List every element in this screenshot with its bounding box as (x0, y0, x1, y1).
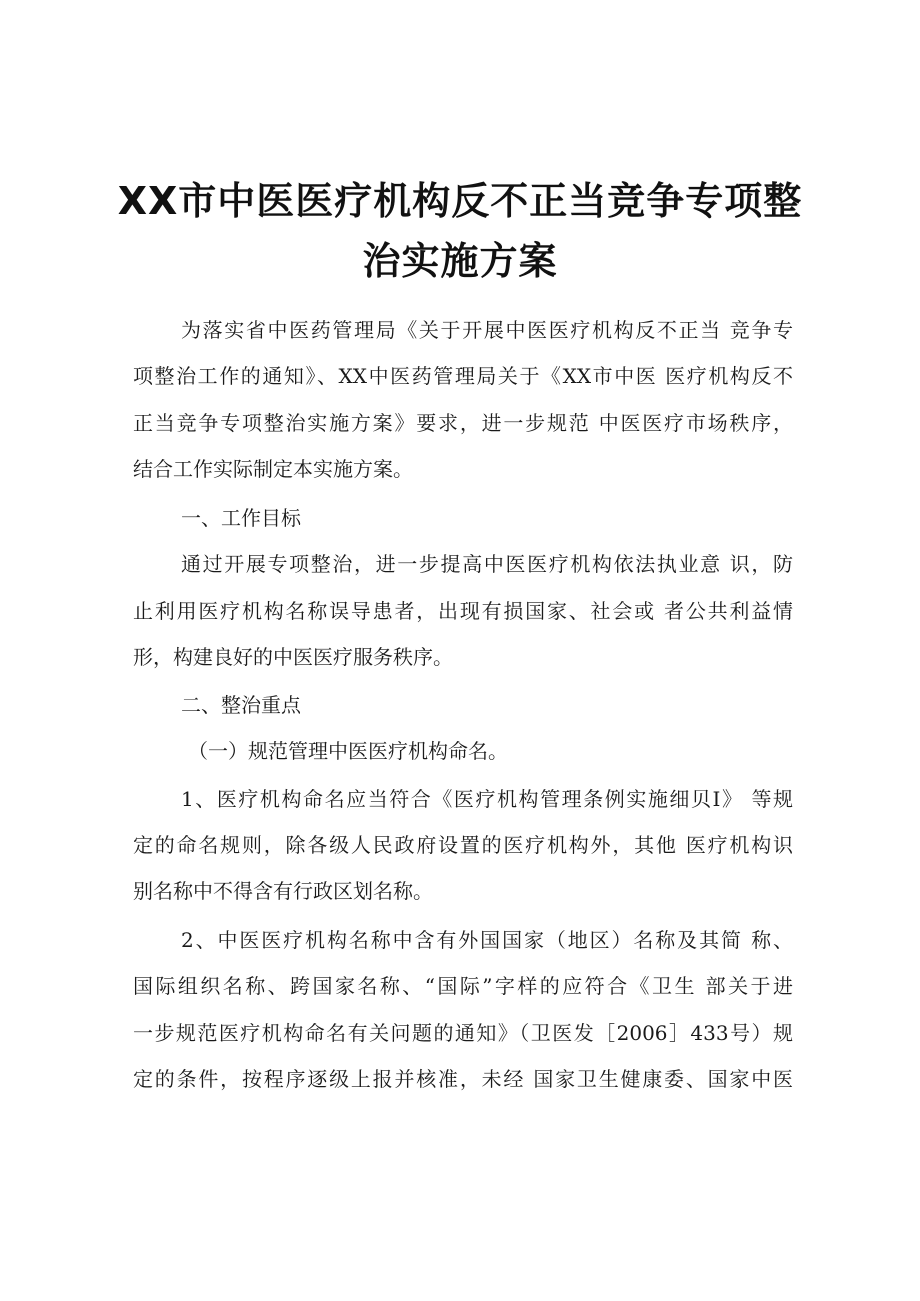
section-heading-focus: 二、整治重点 (181, 693, 301, 717)
goals-paragraph-line: 形，构建良好的中医医疗服务秩序。 (133, 645, 453, 669)
document-title-line-2: 治实施方案 (362, 239, 558, 283)
intro-paragraph-line: 结合工作实际制定本实施方案。 (133, 457, 413, 481)
section-heading-goals: 一、工作目标 (181, 506, 301, 530)
item-1-paragraph-line: 1、医疗机构命名应当符合《医疗机构管理条例实施细贝I》 等规 (181, 787, 793, 811)
intro-paragraph-line: 项整治工作的通知》、XX中医药管理局关于《XX市中医 医疗机构反不 (133, 364, 793, 388)
item-2-paragraph-line: 定的条件，按程序逐级上报并核准，未经 国家卫生健康委、国家中医 (133, 1067, 793, 1091)
item-2-paragraph-line: 国际组织名称、跨国家名称、“国际”字样的应符合《卫生 部关于进 (133, 974, 793, 998)
item-2-paragraph-line: 一步规范医疗机构命名有关问题的通知》（卫医发［2006］433号）规 (133, 1021, 793, 1045)
goals-paragraph-line: 止利用医疗机构名称误导患者，出现有损国家、社会或 者公共利益情 (133, 599, 793, 623)
item-1-paragraph-line: 别名称中不得含有行政区划名称。 (133, 879, 433, 903)
item-2-paragraph-line: 2、中医医疗机构名称中含有外国国家（地区）名称及其简 称、 (181, 928, 793, 952)
intro-paragraph-line: 正当竞争专项整治实施方案》要求，进一步规范 中医医疗市场秩序， (133, 411, 793, 435)
document-title-line-1: XX市中医医疗机构反不正当竞争专项整 (117, 179, 803, 223)
item-1-paragraph-line: 定的命名规则，除各级人民政府设置的医疗机构外，其他 医疗机构识 (133, 833, 793, 857)
intro-paragraph-line: 为落实省中医药管理局《关于开展中医医疗机构反不正当 竞争专 (181, 318, 793, 342)
goals-paragraph-line: 通过开展专项整治，进一步提高中医医疗机构依法执业意 识，防 (181, 552, 793, 576)
subsection-heading-naming: （一）规范管理中医医疗机构命名。 (188, 739, 508, 763)
